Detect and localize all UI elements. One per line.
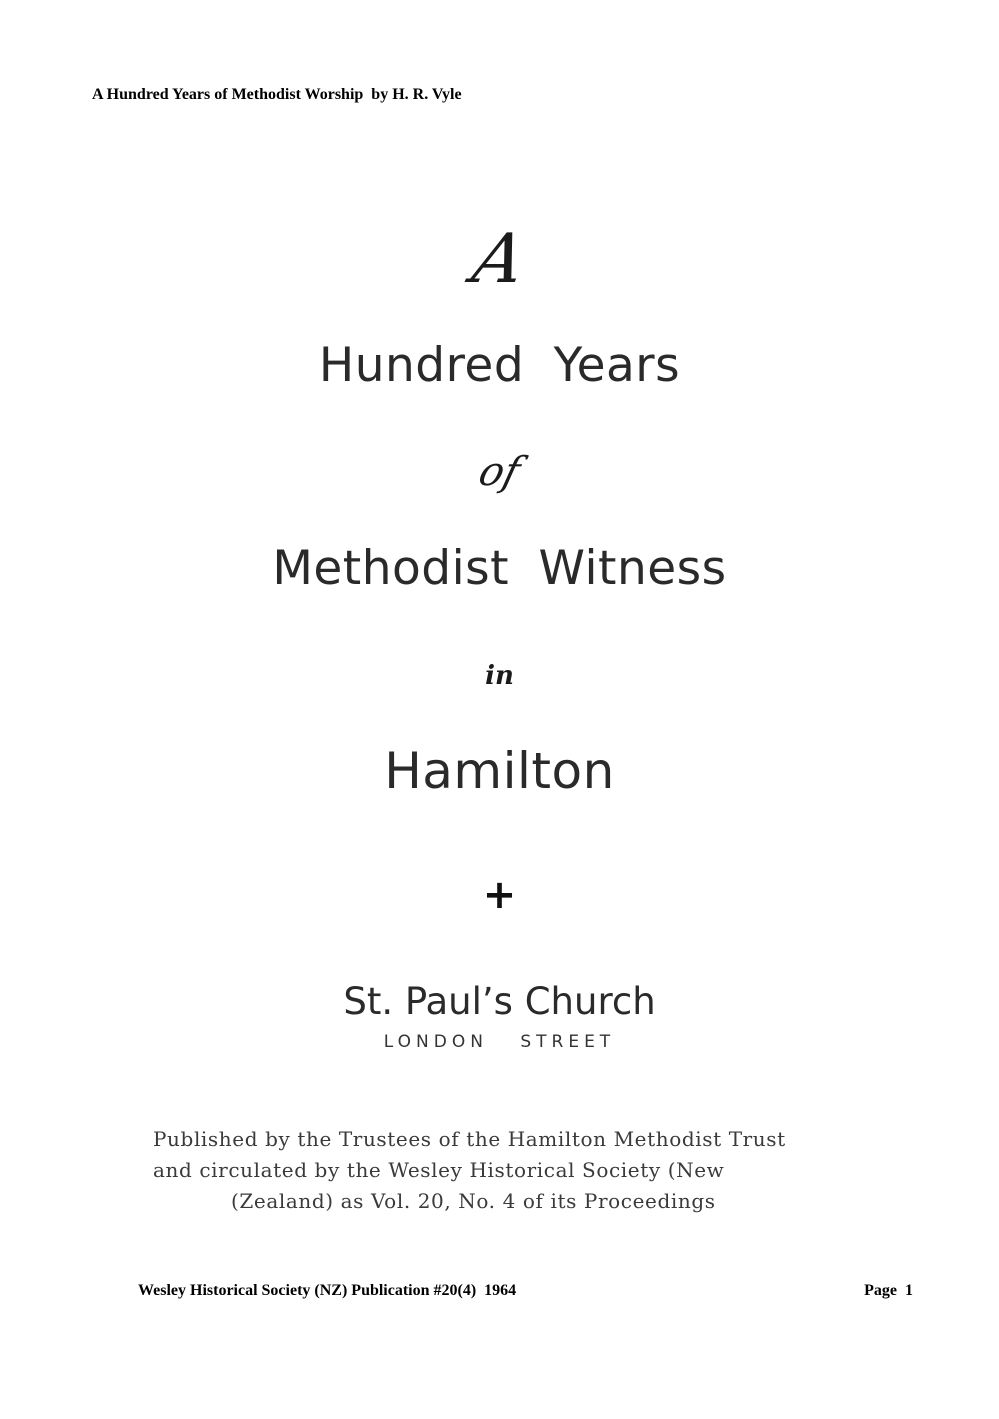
cross-ornament: + [482, 872, 517, 918]
publisher-line: Published by the Trustees of the Hamilton Methodist Trust [153, 1127, 786, 1151]
running-header: A Hundred Years of Methodist Worship by H. R. Vyle [92, 86, 462, 103]
church-street: LONDON STREET [383, 1032, 616, 1052]
title-script-a: A [466, 220, 534, 299]
church-name: St. Paul’s Church [343, 980, 656, 1023]
footer-publication: Wesley Historical Society (NZ) Publication #20(4) 1964 [138, 1282, 517, 1299]
footer-page-number: Page 1 [864, 1282, 913, 1299]
publisher-line: (Zealand) as Vol. 20, No. 4 of its Proceedings [231, 1189, 716, 1213]
publisher-line: and circulated by the Wesley Historical Society (New [153, 1158, 725, 1182]
title-hundred-years: Hundred Years [318, 338, 681, 393]
title-script-of: of [474, 449, 525, 495]
title-place: Hamilton [384, 742, 615, 800]
title-script-in: in [485, 661, 514, 691]
publisher-note [153, 1124, 833, 1217]
title-methodist-witness: Methodist Witness [272, 541, 727, 596]
